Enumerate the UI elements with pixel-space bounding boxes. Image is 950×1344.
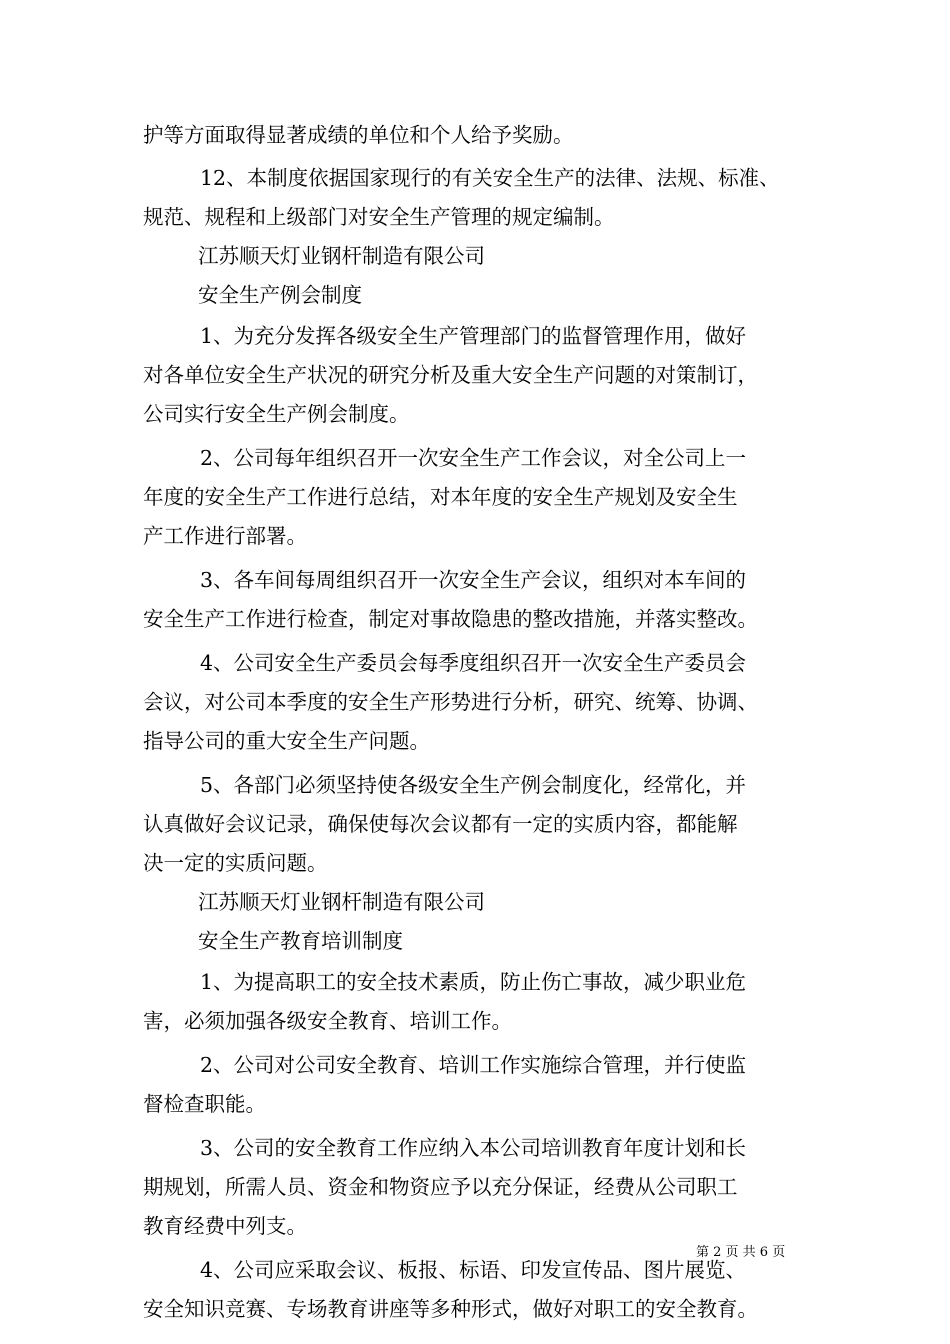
paragraph-line: 5、各部门必须坚持使各级安全生产例会制度化，经常化，并: [200, 773, 747, 797]
paragraph-line: 督检查职能。: [143, 1092, 266, 1116]
paragraph-line: 3、各车间每周组织召开一次安全生产会议，组织对本车间的: [200, 568, 747, 592]
section-title: 安全生产教育培训制度: [198, 929, 403, 953]
paragraph-line: 安全生产工作进行检查，制定对事故隐患的整改措施，并落实整改。: [143, 607, 758, 631]
company-name: 江苏顺天灯业钢杆制造有限公司: [198, 244, 485, 268]
paragraph-line: 会议，对公司本季度的安全生产形势进行分析，研究、统筹、协调、: [143, 690, 758, 714]
paragraph-line: 1、为提高职工的安全技术素质，防止伤亡事故，减少职业危: [200, 970, 747, 994]
paragraph-line: 公司实行安全生产例会制度。: [143, 402, 410, 426]
paragraph-line: 1、为充分发挥各级安全生产管理部门的监督管理作用，做好: [200, 324, 747, 348]
page-number: 第 2 页 共 6 页: [696, 1245, 786, 1260]
paragraph-line: 护等方面取得显著成绩的单位和个人给予奖励。: [143, 123, 574, 147]
paragraph-line: 决一定的实质问题。: [143, 851, 328, 875]
paragraph-line: 2、公司每年组织召开一次安全生产工作会议，对全公司上一: [200, 446, 747, 470]
section-title: 安全生产例会制度: [198, 283, 362, 307]
paragraph-line: 2、公司对公司安全教育、培训工作实施综合管理，并行使监: [200, 1053, 747, 1077]
document-body: [143, 116, 810, 1329]
paragraph-line: 教育经费中列支。: [143, 1214, 307, 1238]
paragraph-line: 3、公司的安全教育工作应纳入本公司培训教育年度计划和长: [200, 1136, 747, 1160]
paragraph-line: 年度的安全生产工作进行总结，对本年度的安全生产规划及安全生: [143, 485, 738, 509]
paragraph-line: 认真做好会议记录，确保使每次会议都有一定的实质内容，都能解: [143, 812, 738, 836]
paragraph-line: 12、本制度依据国家现行的有关安全生产的法律、法规、标准、: [200, 166, 780, 190]
paragraph-line: 4、公司安全生产委员会每季度组织召开一次安全生产委员会: [200, 651, 747, 675]
paragraph-line: 规范、规程和上级部门对安全生产管理的规定编制。: [143, 205, 615, 229]
paragraph-line: 害，必须加强各级安全教育、培训工作。: [143, 1009, 512, 1033]
paragraph-line: 期规划，所需人员、资金和物资应予以充分保证，经费从公司职工: [143, 1175, 738, 1199]
paragraph-line: 指导公司的重大安全生产问题。: [143, 729, 430, 753]
paragraph-line: 对各单位安全生产状况的研究分析及重大安全生产问题的对策制订，: [143, 363, 758, 387]
paragraph-line: 产工作进行部署。: [143, 524, 307, 548]
paragraph-line: 4、公司应采取会议、板报、标语、印发宣传品、图片展览、: [200, 1258, 747, 1282]
paragraph-line: 安全知识竞赛、专场教育讲座等多种形式，做好对职工的安全教育。: [143, 1297, 758, 1321]
company-name: 江苏顺天灯业钢杆制造有限公司: [198, 890, 485, 914]
